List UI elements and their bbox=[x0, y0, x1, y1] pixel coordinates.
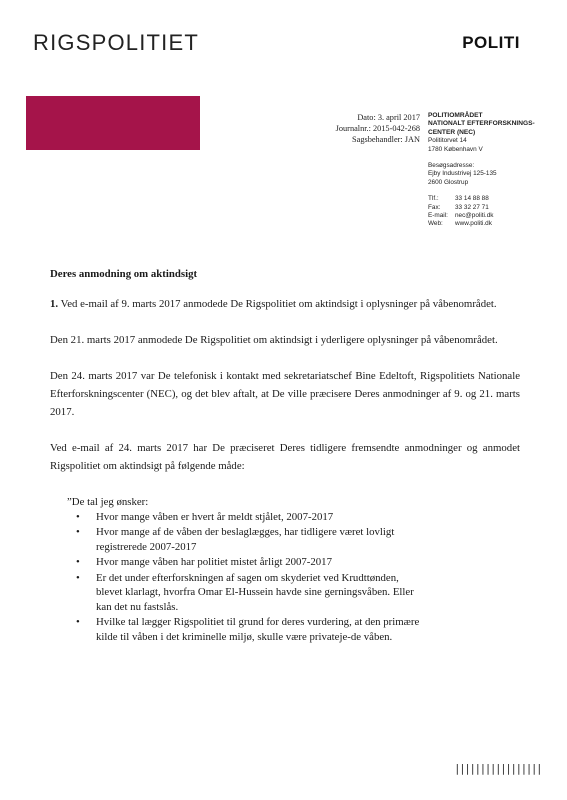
email-label: E-mail: bbox=[428, 212, 448, 220]
request-list bbox=[50, 510, 520, 645]
phone-value: 33 14 88 88 bbox=[455, 195, 489, 203]
paragraph-1-text: Ved e-mail af 9. marts 2017 anmodede De Rigspolitiet om aktindsigt i oplysninger på våbenområdet. bbox=[60, 298, 497, 310]
case-handler-line: Sagsbehandler: JAN bbox=[352, 135, 420, 144]
city-address: 1780 København V bbox=[428, 145, 483, 153]
journal-number-line: Journalnr.: 2015-042-268 bbox=[335, 124, 420, 133]
phone-label: Tlf.: bbox=[428, 195, 439, 203]
list-item bbox=[50, 510, 426, 525]
letter-metadata bbox=[336, 112, 420, 145]
redacted-recipient-block bbox=[26, 96, 200, 150]
org-name-line-2: NATIONALT EFTERFORSKNINGS- bbox=[428, 120, 535, 128]
rigspolitiet-wordmark: RIGSPOLITIET bbox=[33, 30, 199, 55]
fax-value: 33 32 27 71 bbox=[455, 203, 489, 211]
paragraph-1 bbox=[50, 295, 520, 313]
bullet-icon: • bbox=[76, 571, 80, 584]
paragraph-1-number: 1. bbox=[50, 298, 59, 310]
visit-address-label: Besøgsadresse: bbox=[428, 162, 475, 170]
fax-label: Fax: bbox=[428, 203, 441, 211]
quote-intro: ”De tal jeg ønsker: bbox=[67, 496, 149, 508]
list-item bbox=[50, 571, 426, 615]
paragraph-4: Ved e-mail af 24. marts 2017 har De præciseret Deres tidligere fremsendte anmodninger og anmodet Rigspolitiet om aktindsigt på følgende måde: bbox=[50, 442, 520, 472]
web-label: Web: bbox=[428, 220, 443, 228]
list-item-text: Hvor mange af de våben der beslaglægges, har tidligere været lovligt registrerede 2007-2017 bbox=[96, 526, 395, 553]
web-value: www.politi.dk bbox=[455, 220, 492, 228]
visit-street: Ejby Industrivej 125-135 bbox=[428, 170, 497, 178]
bullet-icon: • bbox=[76, 510, 80, 523]
org-name-line-3: CENTER (NEC) bbox=[428, 128, 476, 136]
list-item bbox=[50, 555, 426, 570]
list-item-text: Hvor mange våben har politiet mistet årligt 2007-2017 bbox=[96, 556, 332, 568]
paragraph-3: Den 24. marts 2017 var De telefonisk i kontakt med sekretariatschef Bine Edeltoft, Rigspolitiets Nationale Efterforskningscenter (NEC), og det blev aftalt, at De ville præcisere Deres anmodninger af 9. og 21. marts 2017. bbox=[50, 370, 520, 418]
contact-info bbox=[428, 195, 535, 229]
letter-body bbox=[50, 265, 520, 645]
org-name-line-1: POLITIOMRÅDET bbox=[428, 112, 483, 119]
email-value: nec@politi.dk bbox=[455, 212, 494, 220]
bullet-icon: • bbox=[76, 616, 80, 628]
politi-logo: POLITI bbox=[462, 33, 520, 52]
date-line: Dato: 3. april 2017 bbox=[357, 113, 420, 122]
street-address: Polititorvet 14 bbox=[428, 137, 467, 145]
letter-subject: Deres anmodning om aktindsigt bbox=[50, 268, 198, 280]
list-item bbox=[50, 525, 426, 554]
bullet-icon: • bbox=[76, 556, 80, 568]
barcode-icon: ||||||||||||||||| bbox=[454, 762, 542, 775]
paragraph-2: Den 21. marts 2017 anmodede De Rigspolitiet om aktindsigt i yderligere oplysninger på våbenområdet. bbox=[50, 334, 498, 346]
list-item-text: Hvor mange våben er hvert år meldt stjålet, 2007-2017 bbox=[96, 510, 334, 523]
list-item bbox=[50, 615, 426, 644]
list-item-text: Hvilke tal lægger Rigspolitiet til grund for deres vurdering, at den primære kilde til våben i det kriminelle miljø, skulle være privateje-de våben. bbox=[96, 616, 420, 643]
sender-address bbox=[428, 112, 535, 229]
list-item-text: Er det under efterforskningen af sagen om skyderiet ved Krudttønden, blevet klarlagt, hvorfra Omar El-Hussein havde sine gerningsvåben. Eller kan det nu fastslås. bbox=[96, 571, 414, 613]
bullet-icon: • bbox=[76, 526, 80, 538]
visit-city: 2600 Glostrup bbox=[428, 178, 469, 186]
quoted-request bbox=[50, 495, 520, 644]
